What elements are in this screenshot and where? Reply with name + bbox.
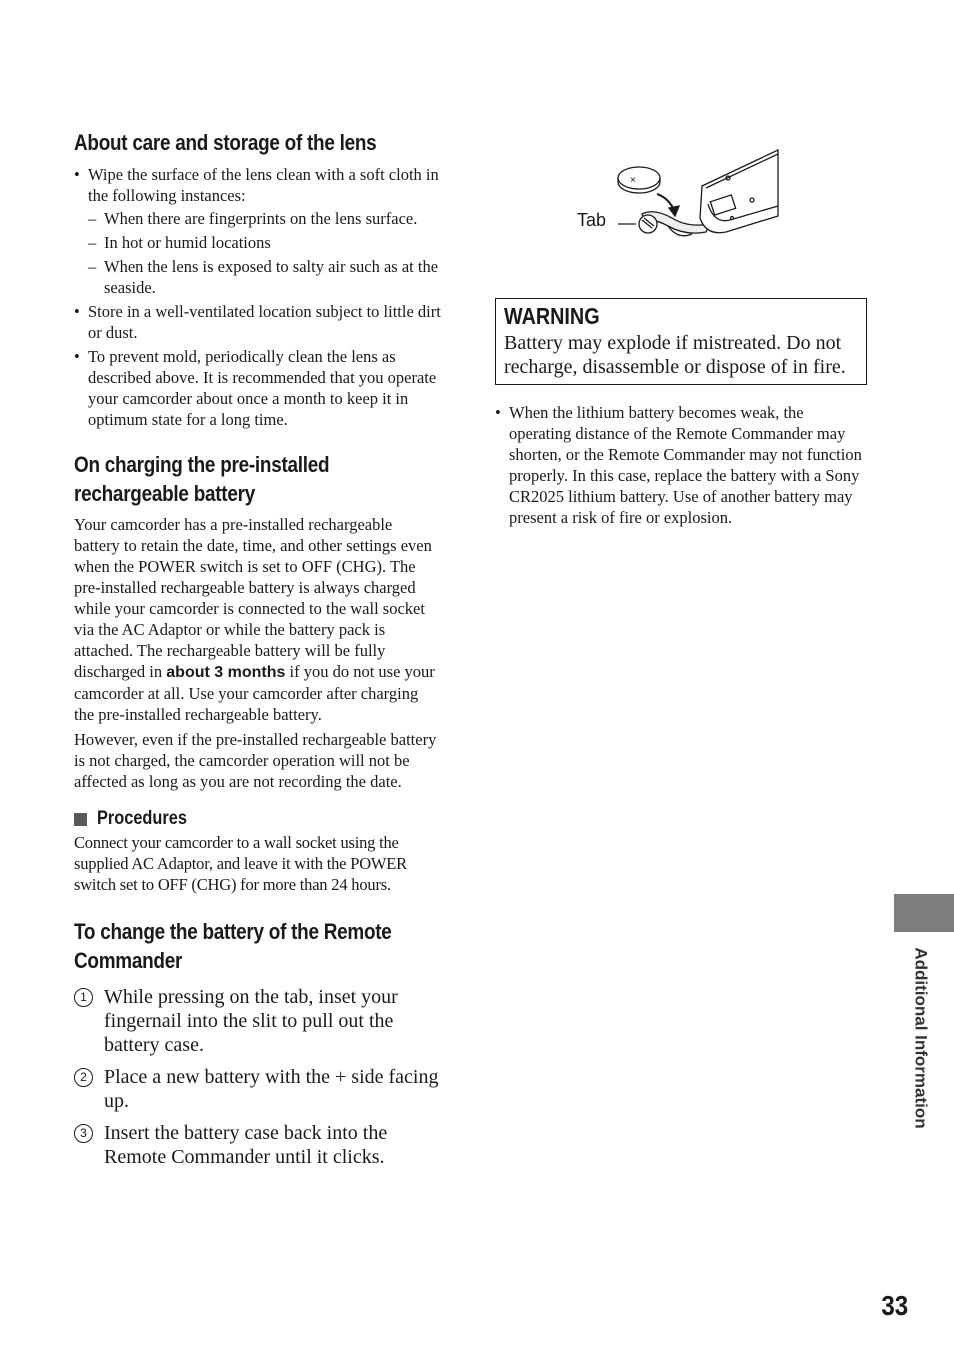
battery-p1-text: Your camcorder has a pre-installed rechargeable battery to retain the date, time, and other settings even when the POWER switch is set to OFF (CHG). The pre-installed rechargeable battery is always charged while your camcorder is connected to the wall socket via the AC Adaptor or while the battery pack is attached. The rechargeable battery will be fully discharged in xyxy=(74,515,432,681)
list-item: – When the lens is exposed to salty air such as at the seaside. xyxy=(74,256,442,298)
section-tab xyxy=(894,894,954,932)
list-item: • Store in a well-ventilated location subject to little dirt or dust. xyxy=(74,301,442,343)
step-item xyxy=(74,1065,442,1113)
procedures-title: Procedures xyxy=(97,808,187,829)
section-label-text: Additional Information xyxy=(912,946,932,1129)
remote-battery-heading: To change the battery of the Remote Commander xyxy=(74,919,392,973)
tab-callout-label: Tab xyxy=(577,210,607,230)
procedures-heading xyxy=(74,808,442,830)
step-number: 3 xyxy=(74,1124,93,1143)
step-item xyxy=(74,985,442,1057)
warning-text: Battery may explode if mistreated. Do not recharge, disassemble or dispose of in fire. xyxy=(504,332,846,378)
section-side-label xyxy=(909,940,933,1135)
svg-text:×: × xyxy=(630,175,636,186)
step-text: While pressing on the tab, inset your fingernail into the slit to pull out the battery case. xyxy=(104,986,398,1056)
battery-paragraph-2: However, even if the pre-installed rechargeable battery is not charged, the camcorder operation will not be affected as long as you are not recording the date. xyxy=(74,730,437,791)
square-bullet-icon xyxy=(74,813,87,826)
battery-paragraph-1 xyxy=(74,514,442,725)
right-column xyxy=(495,140,867,531)
step-item xyxy=(74,1121,442,1169)
step-text: Place a new battery with the + side facing up. xyxy=(104,1066,439,1112)
list-item: – When there are fingerprints on the lens surface. xyxy=(74,208,442,229)
lens-care-heading: About care and storage of the lens xyxy=(74,130,377,155)
step-number: 1 xyxy=(74,988,93,1007)
remote-steps xyxy=(74,985,442,1169)
lens-bullet-wipe: Wipe the surface of the lens clean with a soft cloth in the following instances: xyxy=(88,165,439,205)
battery-p1-text-end: if you do not use your camcorder at all. Use your camcorder after charging the pre-installed rechargeable battery. xyxy=(74,662,435,724)
page-number: 33 xyxy=(881,1290,908,1321)
left-column xyxy=(74,128,442,1177)
list-item: • When the lithium battery becomes weak, the operating distance of the Remote Commander may shorten, or the Remote Commander may not function properly. In this case, replace the battery with a Sony CR2025 lithium battery. Use of another battery may present a risk of fire or explosion. xyxy=(495,402,867,528)
discharge-period: about 3 months xyxy=(166,664,286,681)
lens-care-list xyxy=(74,164,442,430)
list-item xyxy=(74,164,442,298)
battery-heading: On charging the pre-installed rechargeable battery xyxy=(74,452,330,506)
procedures-text: Connect your camcorder to a wall socket using the supplied AC Adaptor, and leave it with the POWER switch set to OFF (CHG) for more than 24 hours. xyxy=(74,833,407,894)
warning-box xyxy=(495,298,867,385)
list-item: – In hot or humid locations xyxy=(74,232,442,253)
warning-title: WARNING xyxy=(504,303,600,329)
step-text: Insert the battery case back into the Remote Commander until it clicks. xyxy=(104,1122,388,1168)
lens-instances-list xyxy=(88,208,442,298)
list-item: • To prevent mold, periodically clean the lens as described above. It is recommended that you operate your camcorder about once a month to keep it in optimum state for a long time. xyxy=(74,346,442,430)
lithium-note-list xyxy=(495,402,867,528)
step-number: 2 xyxy=(74,1068,93,1087)
